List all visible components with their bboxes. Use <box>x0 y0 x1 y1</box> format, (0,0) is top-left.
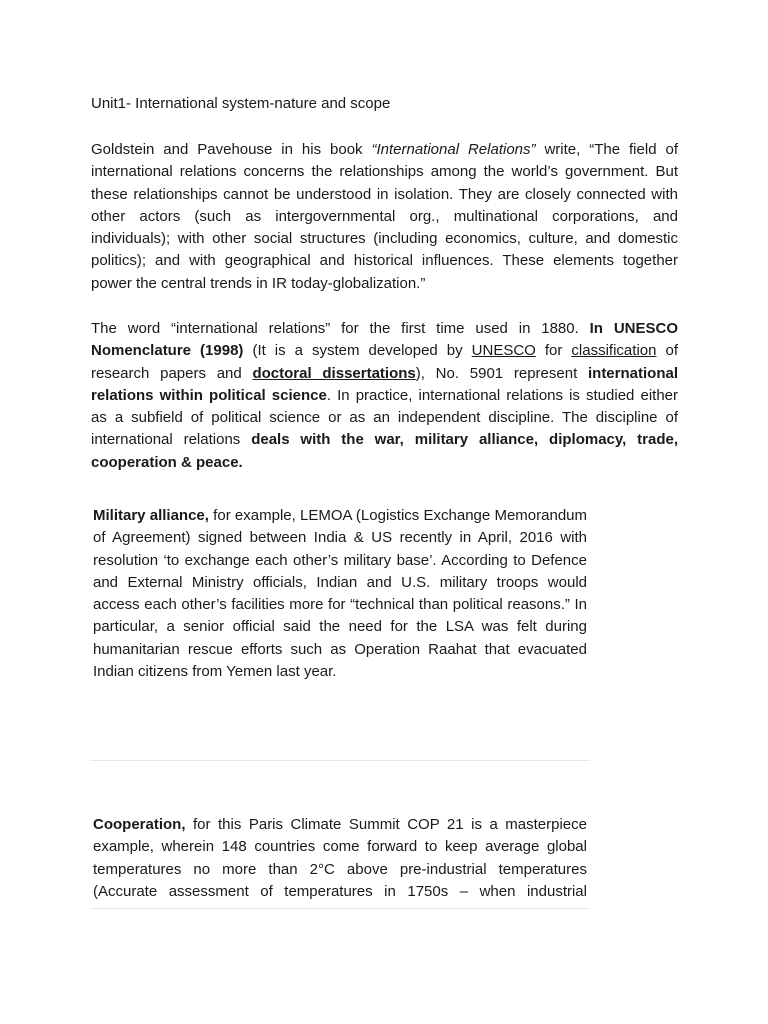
bold-lead: Military alliance, <box>93 507 209 524</box>
bold-lead: Cooperation, <box>93 816 186 833</box>
text-span: write, “The field of international relations concerns the relationships among the world’s government. But these relationships cannot be understood in isolation. They are closely connected with other actors (such as intergovernmental org., multinational corporations, and individuals); with other social structures (including economics, culture, and domestic politics); and with geographical and historical influences. These elements together power the central trends in IR today-globalization.” <box>91 141 678 292</box>
text-span: ), No. 5901 represent <box>415 364 588 382</box>
section-divider <box>90 760 590 761</box>
text-span: of research papers and <box>91 342 679 382</box>
link-classification[interactable]: classification <box>571 342 657 360</box>
text-span: (It is a system developed by <box>243 342 472 360</box>
text-span: for <box>535 342 572 360</box>
bold-text: deals with the war, military alliance, diplomacy, trade, cooperation & peace. <box>91 431 679 471</box>
page-title: Unit1- International system-nature and scope <box>91 95 391 112</box>
text-span: Goldstein and Pavehouse in his book <box>91 141 372 158</box>
bold-text: international relations within political science <box>91 364 678 404</box>
bold-text: In UNESCO Nomenclature (1998) <box>91 320 678 360</box>
text-span: for this Paris Climate Summit COP 21 is a masterpiece example, wherein 148 countries come forward to keep average global temperatures no more than 2°C above pre-industrial temperatures (Accurate assessment of temperatures in 1750s – when industrial <box>93 816 587 900</box>
text-span: . In practice, international relations is studied either as a subfield of political science or as an independent discipline. The discipline of international relations <box>91 386 679 449</box>
paragraph-military-alliance <box>93 505 587 683</box>
paragraph-definition <box>91 318 678 474</box>
paragraph-cooperation <box>93 814 587 903</box>
book-title: “International Relations” <box>371 141 536 158</box>
link-unesco[interactable]: UNESCO <box>471 342 536 360</box>
text-span: The word “international relations” for the first time used in 1880. <box>91 320 590 337</box>
paragraph-goldstein-quote <box>91 139 678 295</box>
text-span: for example, LEMOA (Logistics Exchange Memorandum of Agreement) signed between India & US recently in April, 2016 with resolution ‘to exchange each other’s military base’. According to Defence and External Ministry officials, Indian and U.S. military troops would access each other’s facilities more for “technical than political reasons.” In particular, a senior official said the need for the LSA was felt during humanitarian rescue efforts such as Operation Raahat that evacuated Indian citizens from Yemen last year. <box>93 507 587 681</box>
section-divider <box>90 908 590 909</box>
link-doctoral-dissertations[interactable]: doctoral dissertations <box>252 364 416 382</box>
